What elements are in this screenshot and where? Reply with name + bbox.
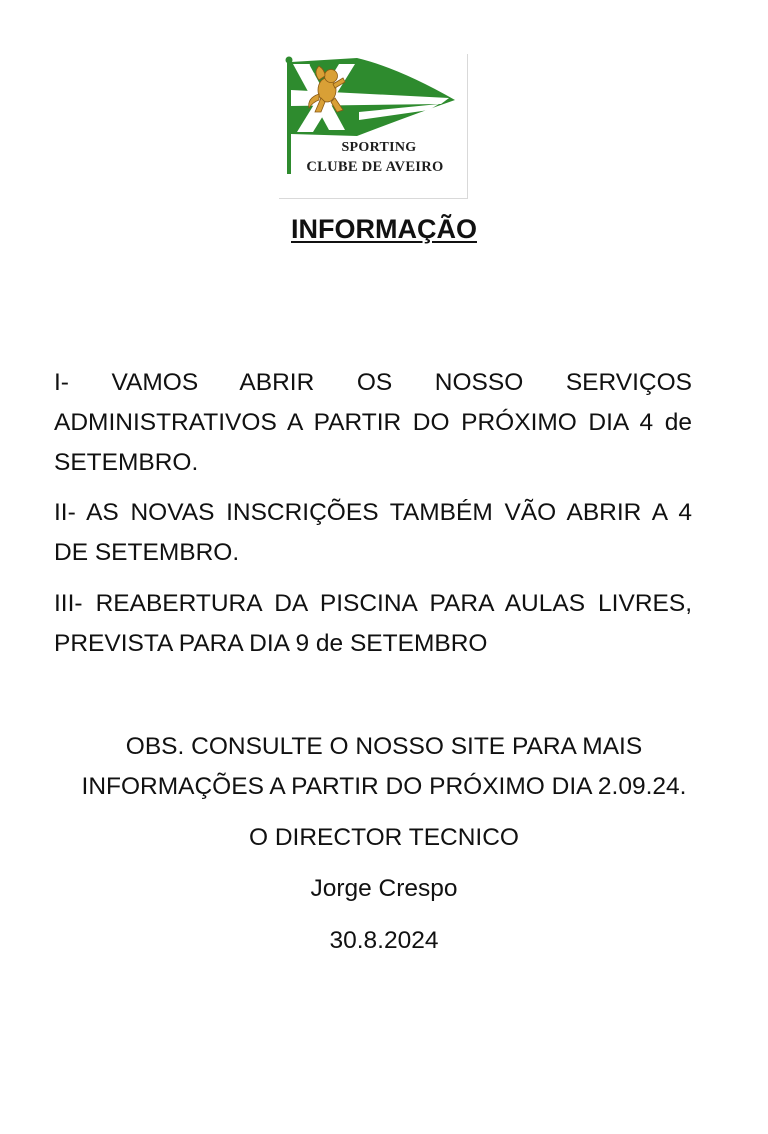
signatory-role: O DIRECTOR TECNICO — [249, 824, 519, 851]
page-title: INFORMAÇÃO — [291, 214, 477, 244]
signatory-name: Jorge Crespo — [310, 875, 458, 902]
info-item-2: II- AS NOVAS INSCRIÇÕES TAMBÉM VÃO ABRIR A 4 DE SETEMBRO. — [54, 499, 692, 566]
club-logo — [279, 54, 468, 199]
logo-line-sporting: SPORTING — [341, 140, 417, 155]
observation-note: OBS. CONSULTE O NOSSO SITE PARA MAIS INFORMAÇÕES A PARTIR DO PRÓXIMO DIA 2.09.24. — [81, 733, 687, 800]
logo-line-clube-de-aveiro: CLUBE DE AVEIRO — [306, 159, 444, 175]
flag-emblem-icon — [279, 54, 467, 198]
info-item-1: I- VAMOS ABRIR OS NOSSO SERVIÇOS ADMINISTRATIVOS A PARTIR DO PRÓXIMO DIA 4 de SETEMBRO. — [54, 369, 692, 476]
info-item-3: III- REABERTURA DA PISCINA PARA AULAS LIVRES, PREVISTA PARA DIA 9 de SETEMBRO — [54, 590, 692, 657]
document-date: 30.8.2024 — [329, 927, 439, 954]
